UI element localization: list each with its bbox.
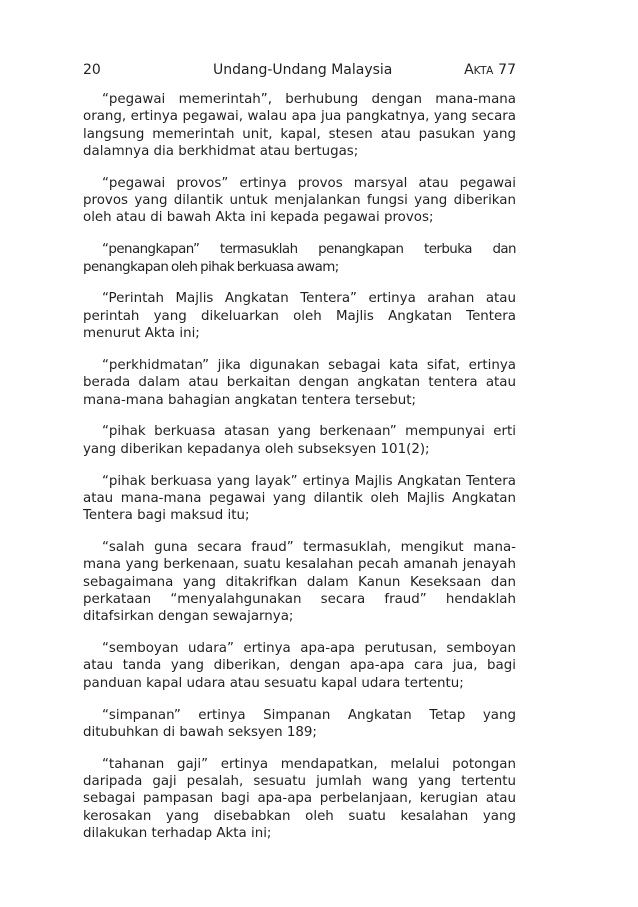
definition-penangkapan: “penangkapan” termasuklah penangkapan terbuka dan penangkapan oleh pihak berkuasa awam;: [83, 242, 516, 275]
definition-perkhidmatan: “perkhidmatan” jika digunakan sebagai kata sifat, ertinya berada dalam atau berkaitan dengan angkatan tentera atau mana-mana bahagian angkatan tentera tersebut;: [83, 357, 516, 408]
act-reference: [464, 58, 516, 83]
act-number: 77: [498, 62, 516, 78]
definitions-list: [83, 91, 516, 842]
definition-pegawai-memerintah: “pegawai memerintah”, berhubung dengan mana-mana orang, ertinya pegawai, walau apa jua pangkatnya, yang secara langsung memerintah unit, kapal, stesen atau pasukan yang dalamnya dia berkhidmat atau bertugas;: [83, 92, 516, 159]
page-number: 20: [83, 62, 101, 78]
definition-salah-guna-fraud: “salah guna secara fraud” termasuklah, mengikut mana-mana yang berkenaan, suatu kesalahan pecah amanah jenayah sebagaimana yang ditakrifkan dalam Kanun Keseksaan dan perkataan “menyalahgunakan secara fraud” hendaklah ditafsirkan dengan sewajarnya;: [83, 540, 516, 625]
definition-perintah-majlis: “Perintah Majlis Angkatan Tentera” ertinya arahan atau perintah yang dikeluarkan oleh Majlis Angkatan Tentera menurut Akta ini;: [83, 291, 516, 342]
act-prefix: A: [464, 62, 474, 78]
act-smallcaps: KTA: [473, 65, 494, 77]
definition-pihak-berkuasa-layak: “pihak berkuasa yang layak” ertinya Majlis Angkatan Tentera atau mana-mana pegawai yang dilantik oleh Majlis Angkatan Tentera bagi maksud itu;: [83, 473, 516, 524]
definition-semboyan-udara: “semboyan udara” ertinya apa-apa perutusan, semboyan atau tanda yang diberikan, dengan apa-apa cara jua, bagi panduan kapal udara atau sesuatu kapal udara tertentu;: [83, 641, 516, 691]
page: [83, 58, 516, 857]
definition-simpanan: “simpanan” ertinya Simpanan Angkatan Tetap yang ditubuhkan di bawah seksyen 189;: [83, 707, 516, 740]
definition-pegawai-provos: “pegawai provos” ertinya provos marsyal atau pegawai provos yang dilantik untuk menjalankan fungsi yang diberikan oleh atau di bawah Akta ini kepada pegawai provos;: [83, 175, 516, 226]
definition-pihak-berkuasa-atasan: “pihak berkuasa atasan yang berkenaan” mempunyai erti yang diberikan kepadanya oleh subseksyen 101(2);: [83, 424, 516, 457]
running-header: [83, 58, 516, 82]
running-title: Undang-Undang Malaysia: [213, 62, 393, 78]
definition-tahanan-gaji: “tahanan gaji” ertinya mendapatkan, melalui potongan daripada gaji pesalah, sesuatu jumlah wang yang tertentu sebagai pampasan bagi apa-apa perbelanjaan, kerugian atau kerosakan yang disebabkan oleh suatu kesalahan yang dilakukan terhadap Akta ini;: [83, 756, 516, 842]
